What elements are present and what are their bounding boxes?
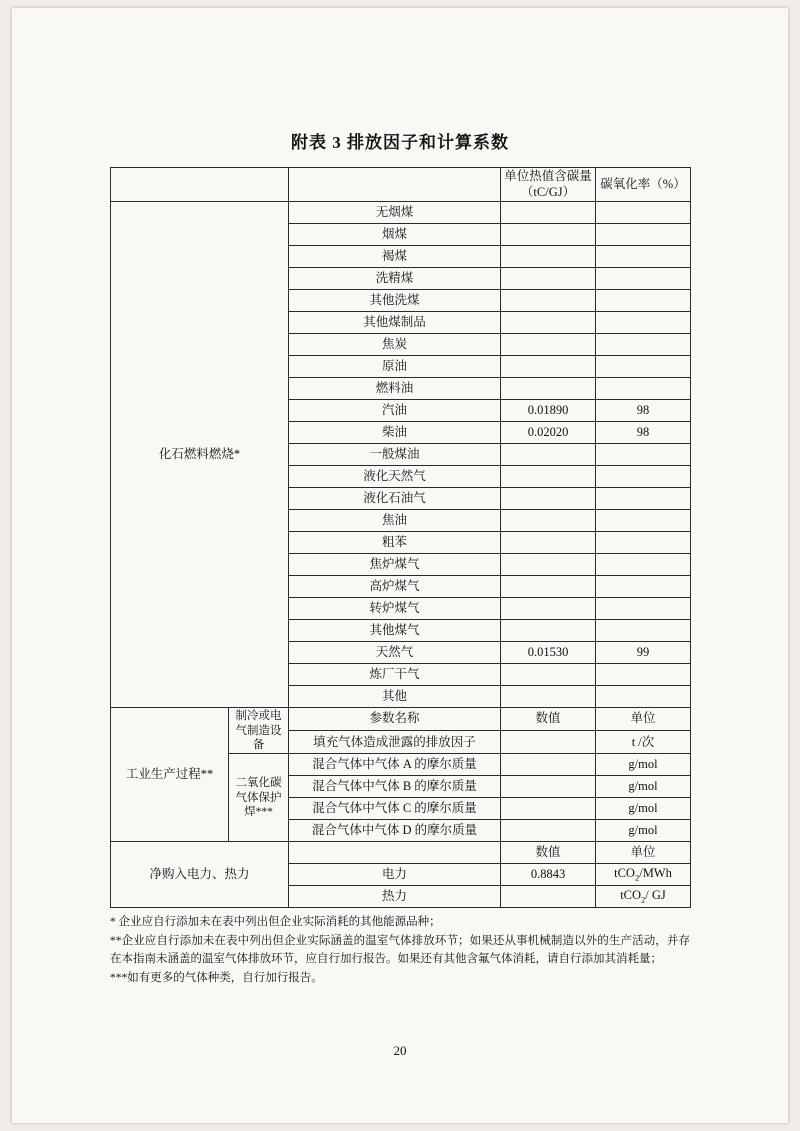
fuel-carbon xyxy=(501,334,596,356)
section-label-industrial: 工业生产过程** xyxy=(111,708,229,842)
table-row xyxy=(111,842,691,864)
param-unit: g/mol xyxy=(596,776,691,798)
fuel-oxid xyxy=(596,466,691,488)
fuel-oxid xyxy=(596,444,691,466)
fuel-oxid xyxy=(596,488,691,510)
fuel-carbon xyxy=(501,664,596,686)
fuel-name: 转炉煤气 xyxy=(289,598,501,620)
fuel-carbon xyxy=(501,532,596,554)
section-label-fossil: 化石燃料燃烧* xyxy=(111,202,289,708)
fuel-carbon: 0.02020 xyxy=(501,422,596,444)
fuel-name: 一般煤油 xyxy=(289,444,501,466)
purchased-value: 数值 xyxy=(501,842,596,864)
fuel-carbon xyxy=(501,268,596,290)
fuel-carbon xyxy=(501,620,596,642)
fuel-carbon: 0.01530 xyxy=(501,642,596,664)
param-value xyxy=(501,776,596,798)
fuel-name: 焦炉煤气 xyxy=(289,554,501,576)
header-blank-mid xyxy=(289,168,501,202)
fuel-carbon xyxy=(501,598,596,620)
fuel-oxid xyxy=(596,224,691,246)
fuel-oxid xyxy=(596,334,691,356)
document-page xyxy=(12,8,788,1123)
footnote-3: ***如有更多的气体种类，自行加行报告。 xyxy=(110,971,323,984)
param-value xyxy=(501,754,596,776)
purchased-name xyxy=(289,842,501,864)
fuel-name: 天然气 xyxy=(289,642,501,664)
param-value xyxy=(501,731,596,754)
fuel-carbon xyxy=(501,378,596,400)
fuel-carbon xyxy=(501,488,596,510)
fuel-oxid xyxy=(596,356,691,378)
header-carbon-content: 单位热值含碳量（tC/GJ） xyxy=(501,168,596,202)
subsection-label-co2-welding: 二氧化碳气体保护焊*** xyxy=(229,754,289,842)
footnote-1: * 企业应自行添加未在表中列出但企业实际消耗的其他能源品种； xyxy=(110,916,441,929)
fuel-name: 炼厂干气 xyxy=(289,664,501,686)
table-row xyxy=(111,202,691,224)
page-content xyxy=(110,128,690,989)
table-header-row xyxy=(111,168,691,202)
fuel-oxid xyxy=(596,312,691,334)
param-name: 混合气体中气体 A 的摩尔质量 xyxy=(289,754,501,776)
fuel-carbon xyxy=(501,444,596,466)
fuel-oxid xyxy=(596,664,691,686)
fuel-oxid: 98 xyxy=(596,400,691,422)
fuel-oxid xyxy=(596,290,691,312)
fuel-name: 高炉煤气 xyxy=(289,576,501,598)
purchased-value xyxy=(501,886,596,908)
emission-factors-table xyxy=(110,167,691,908)
fuel-oxid xyxy=(596,576,691,598)
fuel-carbon: 0.01890 xyxy=(501,400,596,422)
fuel-name: 柴油 xyxy=(289,422,501,444)
param-value xyxy=(501,798,596,820)
fuel-name: 焦油 xyxy=(289,510,501,532)
fuel-carbon xyxy=(501,510,596,532)
param-name: 混合气体中气体 B 的摩尔质量 xyxy=(289,776,501,798)
fuel-name: 烟煤 xyxy=(289,224,501,246)
fuel-carbon xyxy=(501,290,596,312)
fuel-name: 其他 xyxy=(289,686,501,708)
fuel-oxid xyxy=(596,554,691,576)
fuel-carbon xyxy=(501,202,596,224)
fuel-carbon xyxy=(501,224,596,246)
fuel-name: 其他洗煤 xyxy=(289,290,501,312)
purchased-unit: tCO$_2$/ GJ xyxy=(596,886,691,908)
table-row xyxy=(111,708,691,731)
param-unit: g/mol xyxy=(596,798,691,820)
fuel-name: 汽油 xyxy=(289,400,501,422)
fuel-name: 液化天然气 xyxy=(289,466,501,488)
footnotes xyxy=(110,914,690,987)
param-unit: g/mol xyxy=(596,820,691,842)
fuel-carbon xyxy=(501,576,596,598)
param-unit: 单位 xyxy=(596,708,691,731)
fuel-oxid xyxy=(596,598,691,620)
fuel-oxid xyxy=(596,686,691,708)
param-unit: g/mol xyxy=(596,754,691,776)
fuel-oxid xyxy=(596,202,691,224)
subsection-label-refrigeration: 制冷或电气制造设备 xyxy=(229,708,289,754)
fuel-carbon xyxy=(501,466,596,488)
fuel-name: 液化石油气 xyxy=(289,488,501,510)
param-value xyxy=(501,820,596,842)
fuel-carbon xyxy=(501,312,596,334)
fuel-name: 褐煤 xyxy=(289,246,501,268)
fuel-oxid: 98 xyxy=(596,422,691,444)
purchased-name: 热力 xyxy=(289,886,501,908)
fuel-name: 原油 xyxy=(289,356,501,378)
purchased-unit: 单位 xyxy=(596,842,691,864)
fuel-name: 焦炭 xyxy=(289,334,501,356)
section-label-purchased: 净购入电力、热力 xyxy=(111,842,289,908)
fuel-oxid xyxy=(596,532,691,554)
fuel-oxid xyxy=(596,378,691,400)
fuel-name: 其他煤制品 xyxy=(289,312,501,334)
fuel-name: 无烟煤 xyxy=(289,202,501,224)
page-number: 20 xyxy=(393,1043,407,1058)
fuel-name: 洗精煤 xyxy=(289,268,501,290)
fuel-carbon xyxy=(501,246,596,268)
fuel-oxid xyxy=(596,510,691,532)
fuel-name: 燃料油 xyxy=(289,378,501,400)
param-name: 填充气体造成泄露的排放因子 xyxy=(289,731,501,754)
fuel-carbon xyxy=(501,554,596,576)
fuel-carbon xyxy=(501,356,596,378)
purchased-unit: tCO$_2$/MWh xyxy=(596,864,691,886)
footnote-2: **企业应自行添加未在表中列出但企业实际涵盖的温室气体排放环节；如果还从事机械制造以外的生产活动，并存在本指南未涵盖的温室气体排放环节，应自行加行报告。如果还有其他含氟气体消耗，请自行添加其消耗量； xyxy=(110,935,690,965)
fuel-name: 粗苯 xyxy=(289,532,501,554)
purchased-value: 0.8843 xyxy=(501,864,596,886)
purchased-name: 电力 xyxy=(289,864,501,886)
header-oxidation-rate: 碳氧化率（%） xyxy=(596,168,691,202)
fuel-oxid xyxy=(596,620,691,642)
param-unit: t /次 xyxy=(596,731,691,754)
fuel-oxid xyxy=(596,268,691,290)
page-title: 附表 3 排放因子和计算系数 xyxy=(291,133,509,152)
param-name: 混合气体中气体 C 的摩尔质量 xyxy=(289,798,501,820)
param-name: 参数名称 xyxy=(289,708,501,731)
param-value: 数值 xyxy=(501,708,596,731)
fuel-oxid xyxy=(596,246,691,268)
fuel-carbon xyxy=(501,686,596,708)
fuel-name: 其他煤气 xyxy=(289,620,501,642)
param-name: 混合气体中气体 D 的摩尔质量 xyxy=(289,820,501,842)
fuel-oxid: 99 xyxy=(596,642,691,664)
header-blank-left xyxy=(111,168,289,202)
